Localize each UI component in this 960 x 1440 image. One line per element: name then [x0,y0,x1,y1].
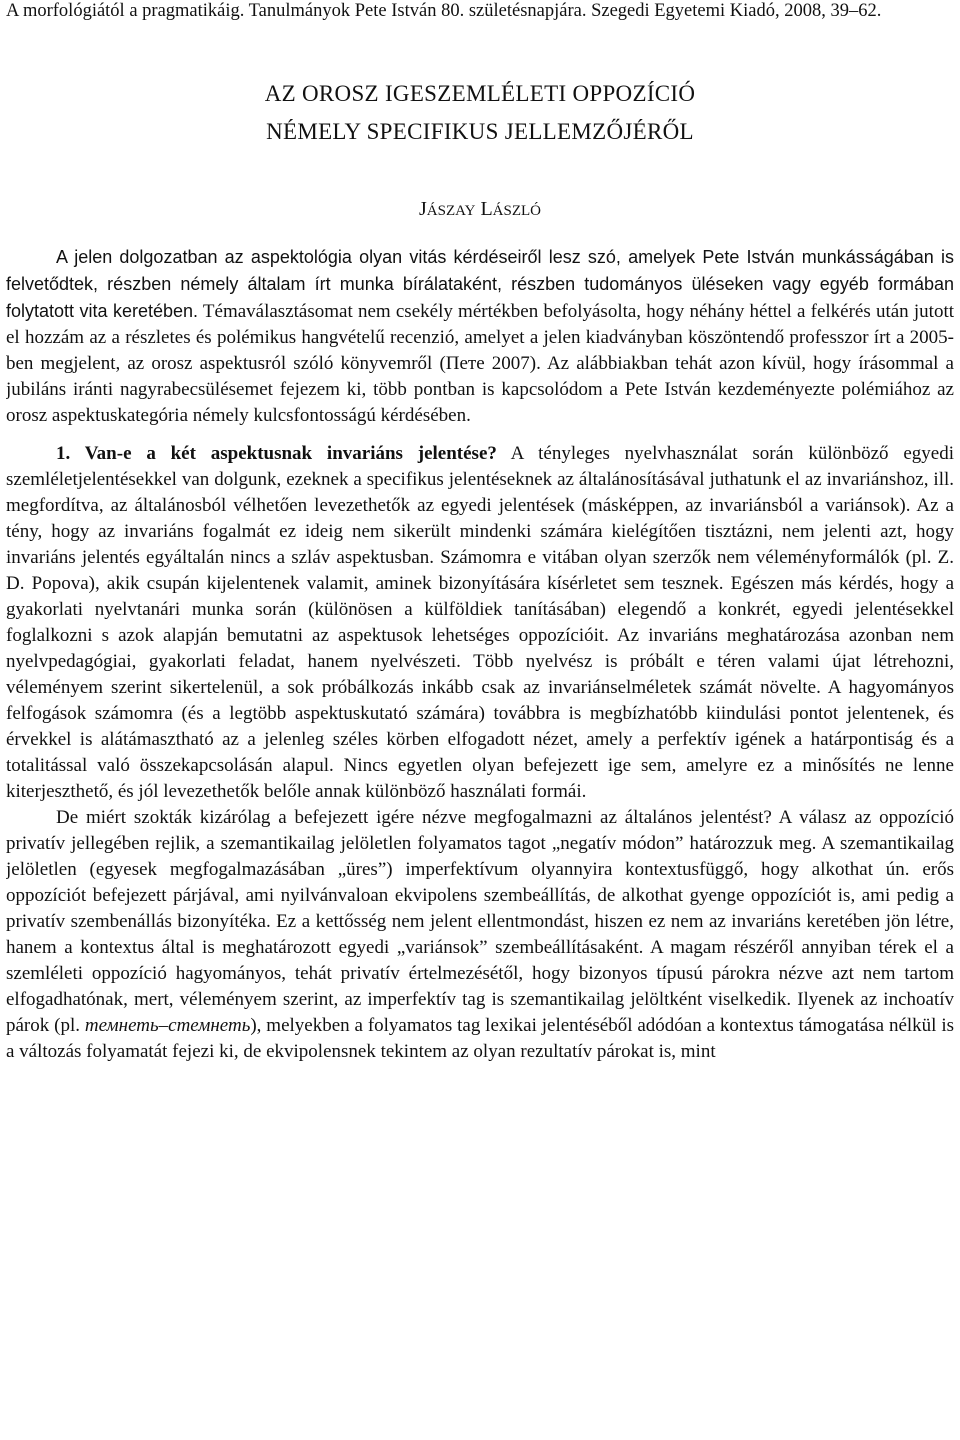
section-heading-1: 1. Van-e a két aspektusnak invariáns jelentése? [56,443,497,464]
author-first-rest: ÁSZAY [426,203,476,219]
paragraph-3-text-b: ), melyekben a folyamatos tag lexikai jelentéséből adódóan a kontextus támogatása nélkül is a változás folyamatát fejezi ki, de ekvipolensnek tekintem az olyan rezultatív párokat is, mint [6,1015,954,1062]
intro-sans-text: A jelen dolgozatban az aspektológia olyan vitás kérdéseiről lesz szó, amelyek Pete István munkásságában is felvetődtek, részben némely általam írt munka bírálataként, részben tudományos üléseken vagy egyéb formában folytatott vita keretében. [6,247,954,321]
paragraph-section-1 [6,441,954,805]
paragraph-3-text-a: De miért szokták kizárólag a befejezett igére nézve megfogalmazni az általános jelentést? A válasz az oppozíció privatív jellegében rejlik, a szemantikailag jelöletlen folyamatos tagot „negatív módon” határozzuk meg. A szemantikailag jelöletlen (egyesek megfogalmazásában „üres”) imperfektívum olyannyira kontextusfüggő, hogy alkothat ún. erős oppozíciót befejezett párjával, ami nyilvánvaloan ekvipolens szembeállítás, de alkothat gyenge oppozíciót is, ami pedig a privatív szembenállás bizonyítéka. Ez a kettősség nem jelent ellentmondást, hiszen ez nem az invariáns keretében jön létre, hanem a kontextus által is meghatározott egyedi „variánsok” szembeállításaként. A magam részéről annyiban térek el a szemléleti oppozíció hagyományos, tehát privatív értelmezésétől, hogy bizonyos típusú párokra nézve azt nem tartom elfogadhatónak, mert, véleményem szerint, az imperfektív tag is szemantikailag jelöltként viselkedik. Ilyenek az inchoatív párok (pl. [6,807,954,1036]
paragraph-intro [6,244,954,429]
document-page [6,0,954,1440]
section-1-text: A tényleges nyelvhasználat során különböző egyedi szemléletjelentésekkel van dolgunk, ezeknek a specifikus jelentéseknek az általánosításával juthatunk el az invariánshoz, ill. megfordítva, az általánosból vélhetően levezethetők az egyedi jelentések (másképpen, az invariánsból a variánsok). Az a tény, hogy az invariáns fogalmát ez ideig nem sikerült mindenki számára kielégítően tisztázni, nem jelenti azt, hogy invariáns jelentés egyáltalán nincs a szláv aspektusban. Számomra e vitában olyan szerzők nem véleményformálók (pl. Z. D. Popova), akik csupán kijelentenek valamit, aminek bizonyítására kísérletet sem tesznek. Egészen más kérdés, hogy a gyakorlati nyelvtanári munka során (különösen a külföldiek tanításában) elegendő a konkrét, egyedi jelentésekkel foglalkozni s azok alapján bemutatni az aspektusok lehetséges oppozícióit. Az invariáns meghatározása azonban nem nyelvpedagógiai, gyakorlati feladat, hanem nyelvészeti. Több nyelvész is próbált e téren valami újat létrehozni, véleményem szerint sikertelenül, a sok próbálkozás inkább csak az invariánselméletek számát növelte. A hagyományos felfogások számomra (és a legtöbb aspektuskutató számára) továbbra is megbízhatóbb kiindulási pontot jelentenek, és érvekkel is alátámasztható az a jelenleg széles körben elfogadott nézet, amely a perfektív igének a határpontiság és a totalitással való összekapcsolásán alapul. Nincs egyetlen olyan befejezett ige sem, amelyre ez a minősítés ne lenne kiterjeszthető, és jól levezethetők belőle annak különböző használati formái. [6,443,954,802]
russian-example: темнеть–стемнеть [84,1015,251,1036]
article-title [6,75,954,151]
title-line-1: AZ OROSZ IGESZEMLÉLETI OPPOZÍCIÓ [264,81,696,106]
author-last-initial: L [480,198,493,220]
source-citation: A morfológiától a pragmatikáig. Tanulmányok Pete István 80. születésnapjára. Szegedi Egyetemi Kiadó, 2008, 39–62. [6,1,882,21]
intro-serif-text: Témaválasztásomat nem csekély mértékben befolyásolta, hogy néhány héttel a felkérés után jutott el hozzám az a részletes és polémikus hangvételű recenzió, amelyet a jelen kiadványban köszöntendő professzor írt a 2005-ben megjelent, az orosz aspektusról szóló könyvemről (Пете 2007). Az alábbiakban tehát azon kívül, hogy írásommal a jubiláns iránti nagyrabecsülésemet fejezem ki, több pontban is kapcsolódom a Pete István kezdeményezte polémiához az orosz aspektuskategória némely kulcsfontosságú kérdésében. [6,301,954,426]
paragraph-3 [6,805,954,1065]
title-line-2: NÉMELY SPECIFIKUS JELLEMZŐJÉRŐL [266,119,694,144]
author-name [6,197,954,223]
author-first-initial: J [419,198,427,220]
author-last-rest: ÁSZLÓ [492,203,541,219]
